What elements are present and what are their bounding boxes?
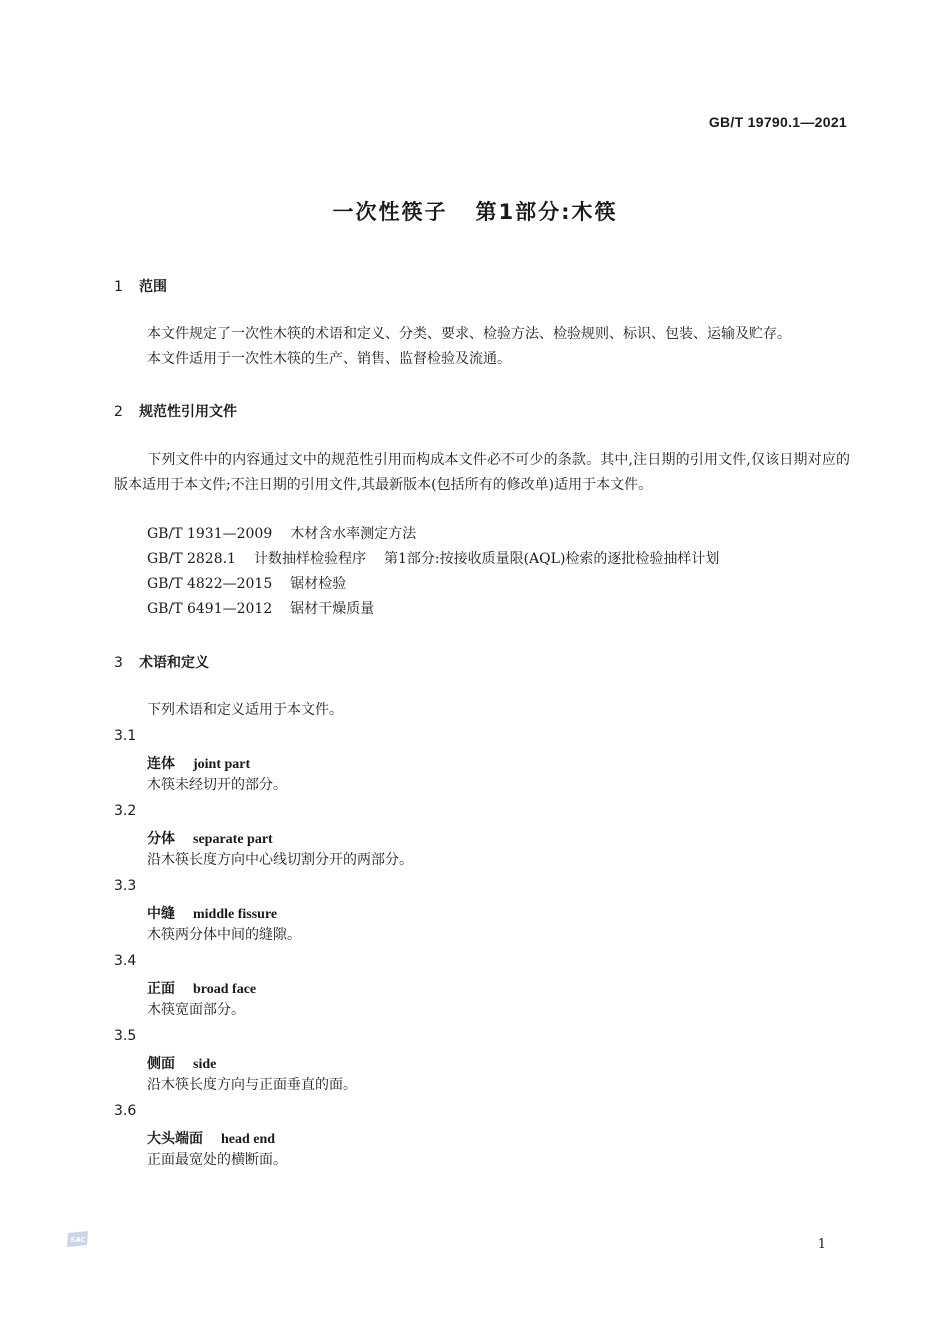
term-en: head end <box>221 1132 276 1147</box>
reference-item <box>147 548 719 568</box>
section-title: 规范性引用文件 <box>139 404 237 420</box>
scope-paragraph-2: 本文件适用于一次性木筷的生产、销售、监督检验及流通。 <box>147 351 511 367</box>
term-zh: 中缝 <box>147 906 175 922</box>
standard-number: GB/T 19790.1—2021 <box>708 114 847 130</box>
section-heading-scope <box>114 276 167 296</box>
reference-title: 锯材检验 <box>290 576 347 592</box>
term-zh: 大头端面 <box>147 1131 203 1147</box>
reference-code: GB/T 4822—2015 <box>147 576 273 592</box>
term-heading <box>147 753 250 773</box>
term-number: 3.3 <box>114 878 137 894</box>
section-heading-terms <box>114 652 209 672</box>
term-en: middle fissure <box>193 907 278 922</box>
section-number: 1 <box>114 279 123 295</box>
term-zh: 分体 <box>147 831 175 847</box>
term-definition: 沿木筷长度方向中心线切割分开的两部分。 <box>147 852 413 868</box>
page-number: 1 <box>817 1237 826 1252</box>
sac-logo <box>65 1229 91 1249</box>
term-definition: 木筷两分体中间的缝隙。 <box>147 927 301 943</box>
term-heading <box>147 903 277 923</box>
term-number: 3.4 <box>114 953 137 969</box>
reference-title: 木材含水率测定方法 <box>290 526 417 542</box>
term-heading <box>147 978 256 998</box>
reference-code: GB/T 6491—2012 <box>147 601 273 617</box>
term-zh: 侧面 <box>147 1056 175 1072</box>
term-definition: 沿木筷长度方向与正面垂直的面。 <box>147 1077 357 1093</box>
reference-item <box>147 598 374 618</box>
section-heading-references <box>114 401 237 421</box>
scope-paragraph-1: 本文件规定了一次性木筷的术语和定义、分类、要求、检验方法、检验规则、标识、包装、运输及贮存。 <box>147 326 791 342</box>
term-definition: 木筷宽面部分。 <box>147 1002 245 1018</box>
term-zh: 正面 <box>147 981 175 997</box>
term-heading <box>147 1128 275 1148</box>
title-sub: 第1部分:木筷 <box>475 200 618 224</box>
term-zh: 连体 <box>147 756 175 772</box>
reference-code: GB/T 1931—2009 <box>147 526 273 542</box>
term-heading <box>147 1053 216 1073</box>
title-main: 一次性筷子 <box>332 200 448 224</box>
svg-text:SAC: SAC <box>70 1236 86 1244</box>
section-title: 范围 <box>139 279 167 295</box>
term-en: side <box>193 1057 217 1072</box>
term-definition: 正面最宽处的横断面。 <box>147 1152 287 1168</box>
section-number: 3 <box>114 655 123 671</box>
reference-item <box>147 523 416 543</box>
reference-title: 锯材干燥质量 <box>290 601 375 617</box>
references-intro: 下列文件中的内容通过文中的规范性引用而构成本文件必不可少的条款。其中,注日期的引用文件,仅该日期对应的版本适用于本文件;不注日期的引用文件,其最新版本(包括所有的修改单)适用于本文件。 <box>114 452 850 493</box>
reference-part: 第1部分:按接收质量限(AQL)检索的逐批检验抽样计划 <box>383 551 720 567</box>
reference-title: 计数抽样检验程序 <box>253 551 366 567</box>
term-heading <box>147 828 273 848</box>
term-en: separate part <box>193 832 273 847</box>
terms-intro: 下列术语和定义适用于本文件。 <box>147 702 343 718</box>
term-number: 3.1 <box>114 728 137 744</box>
reference-code: GB/T 2828.1 <box>147 551 236 567</box>
term-en: joint part <box>193 757 251 772</box>
term-en: broad face <box>193 982 257 997</box>
term-number: 3.2 <box>114 803 137 819</box>
section-number: 2 <box>114 404 123 420</box>
term-number: 3.5 <box>114 1028 137 1044</box>
section-title: 术语和定义 <box>139 655 209 671</box>
term-definition: 木筷未经切开的部分。 <box>147 777 287 793</box>
term-number: 3.6 <box>114 1103 137 1119</box>
reference-item <box>147 573 346 593</box>
document-title <box>0 196 950 226</box>
